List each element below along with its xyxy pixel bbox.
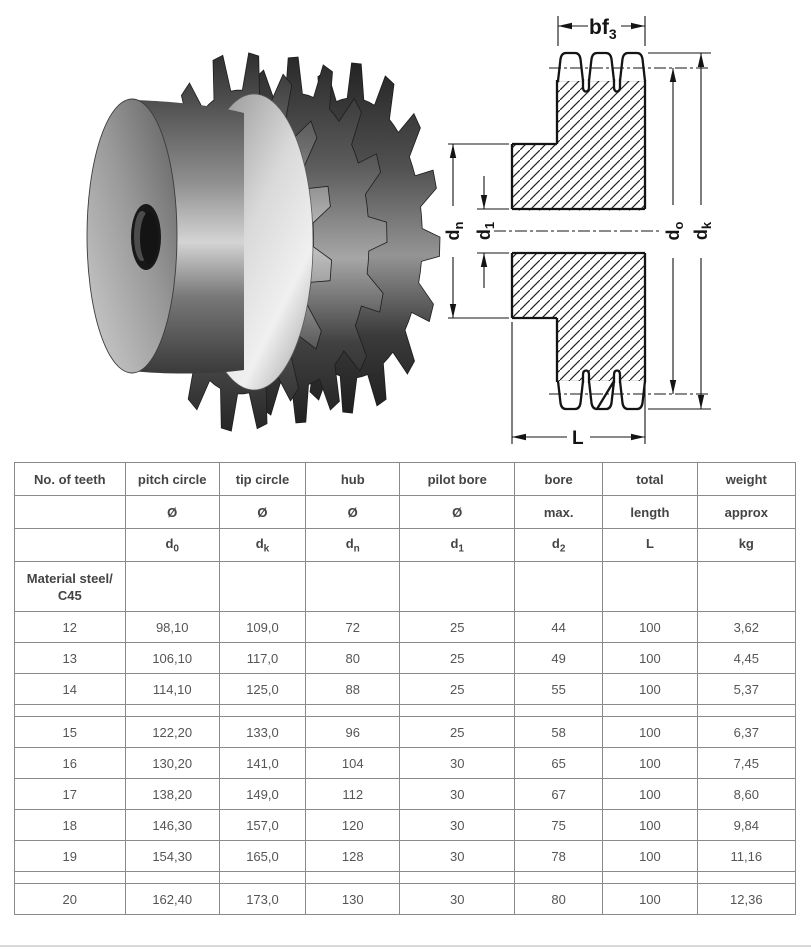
table-row <box>15 779 796 810</box>
table-cell: 78 <box>515 841 603 872</box>
table-row <box>15 810 796 841</box>
table-cell: 157,0 <box>219 810 305 841</box>
figure-area <box>0 0 811 462</box>
col-header-pitch-circle: pitch circle <box>125 463 219 496</box>
table-row <box>15 717 796 748</box>
table-cell: 20 <box>15 884 126 915</box>
col-symbol-dk: $d_k$ <box>219 529 305 562</box>
table-cell: 16 <box>15 748 126 779</box>
table-cell: 80 <box>515 884 603 915</box>
table-cell: 7,45 <box>697 748 795 779</box>
table-cell: 96 <box>306 717 400 748</box>
spacer-cell <box>515 705 603 717</box>
col-qualifier-diameter: Ø <box>219 496 305 529</box>
table-cell: 80 <box>306 643 400 674</box>
col-qualifier-diameter: Ø <box>125 496 219 529</box>
table-cell: 12,36 <box>697 884 795 915</box>
table-cell: 112 <box>306 779 400 810</box>
table-cell: 120 <box>306 810 400 841</box>
spacer-row <box>15 872 796 884</box>
table-cell: 122,20 <box>125 717 219 748</box>
table-cell: 100 <box>603 810 697 841</box>
table-cell: 30 <box>400 748 515 779</box>
spacer-cell <box>306 872 400 884</box>
spacer-cell <box>306 705 400 717</box>
table-cell: 30 <box>400 884 515 915</box>
col-header-total: total <box>603 463 697 496</box>
col-qualifier-max: max. <box>515 496 603 529</box>
col-header-teeth: No. of teeth <box>15 463 126 496</box>
table-cell: 30 <box>400 810 515 841</box>
table-cell: 9,84 <box>697 810 795 841</box>
table-cell: 133,0 <box>219 717 305 748</box>
table-cell: 12 <box>15 612 126 643</box>
table-cell: 14 <box>15 674 126 705</box>
col-qualifier-diameter: Ø <box>306 496 400 529</box>
table-cell: 13 <box>15 643 126 674</box>
header-row-names <box>15 463 796 496</box>
col-header-pilot-bore: pilot bore <box>400 463 515 496</box>
table-cell: 130 <box>306 884 400 915</box>
table-cell: 154,30 <box>125 841 219 872</box>
table-cell: 58 <box>515 717 603 748</box>
col-symbol-L: L <box>603 529 697 562</box>
table-cell: 65 <box>515 748 603 779</box>
table-cell: 11,16 <box>697 841 795 872</box>
bore-shadow <box>140 212 158 264</box>
dim-label-bf3: $bf_3$ <box>589 16 617 42</box>
col-qualifier-diameter: Ø <box>400 496 515 529</box>
table-cell: 49 <box>515 643 603 674</box>
table-cell: 117,0 <box>219 643 305 674</box>
table-cell: 100 <box>603 884 697 915</box>
page-bottom-rule <box>0 945 811 947</box>
table-cell: 128 <box>306 841 400 872</box>
spacer-cell <box>697 872 795 884</box>
table-cell: 100 <box>603 674 697 705</box>
table-cell: 25 <box>400 643 515 674</box>
empty-cell <box>400 562 515 612</box>
table-cell: 100 <box>603 612 697 643</box>
table-cell: 4,45 <box>697 643 795 674</box>
spacer-cell <box>603 705 697 717</box>
table-cell: 100 <box>603 643 697 674</box>
table-cell: 165,0 <box>219 841 305 872</box>
table-row <box>15 643 796 674</box>
material-cell: Material steel/ C45 <box>15 562 126 612</box>
dim-label-L: L <box>572 428 584 449</box>
col-qualifier-length: length <box>603 496 697 529</box>
col-symbol-kg: kg <box>697 529 795 562</box>
table-cell: 104 <box>306 748 400 779</box>
spacer-cell <box>697 705 795 717</box>
table-cell: 100 <box>603 748 697 779</box>
spacer-cell <box>15 872 126 884</box>
col-symbol-d0: $d_0$ <box>125 529 219 562</box>
table-row <box>15 884 796 915</box>
table-cell: 106,10 <box>125 643 219 674</box>
table-cell: 25 <box>400 674 515 705</box>
empty-cell <box>697 562 795 612</box>
empty-cell <box>219 562 305 612</box>
table-cell: 18 <box>15 810 126 841</box>
spacer-row <box>15 705 796 717</box>
table-cell: 100 <box>603 841 697 872</box>
table-row <box>15 612 796 643</box>
table-cell: 30 <box>400 841 515 872</box>
table-cell: 5,37 <box>697 674 795 705</box>
table-cell: 3,62 <box>697 612 795 643</box>
table-cell: 162,40 <box>125 884 219 915</box>
spacer-cell <box>219 872 305 884</box>
sprocket-photo <box>87 53 440 431</box>
empty-cell <box>603 562 697 612</box>
table-cell: 146,30 <box>125 810 219 841</box>
empty-cell <box>306 562 400 612</box>
table-cell: 25 <box>400 717 515 748</box>
table-cell: 17 <box>15 779 126 810</box>
spacer-cell <box>400 872 515 884</box>
table-cell: 25 <box>400 612 515 643</box>
col-header-bore: bore <box>515 463 603 496</box>
col-header-tip-circle: tip circle <box>219 463 305 496</box>
table-cell: 75 <box>515 810 603 841</box>
technical-drawing <box>443 16 714 449</box>
table-cell: 125,0 <box>219 674 305 705</box>
table-cell: 138,20 <box>125 779 219 810</box>
dim-label-d1: $d_1$ <box>474 221 497 241</box>
spacer-cell <box>400 705 515 717</box>
table-row <box>15 674 796 705</box>
col-header-weight: weight <box>697 463 795 496</box>
empty-cell <box>125 562 219 612</box>
table-cell: 130,20 <box>125 748 219 779</box>
table-cell: 88 <box>306 674 400 705</box>
table-cell: 44 <box>515 612 603 643</box>
table-cell: 19 <box>15 841 126 872</box>
spacer-cell <box>125 705 219 717</box>
col-symbol-d1: $d_1$ <box>400 529 515 562</box>
figure-svg <box>0 0 811 462</box>
material-row <box>15 562 796 612</box>
header-row-qualifiers <box>15 496 796 529</box>
col-qualifier <box>15 496 126 529</box>
empty-cell <box>515 562 603 612</box>
col-symbol-d2: $d_2$ <box>515 529 603 562</box>
sprocket-spec-table <box>14 462 796 915</box>
table-cell: 141,0 <box>219 748 305 779</box>
table-cell: 72 <box>306 612 400 643</box>
table-cell: 109,0 <box>219 612 305 643</box>
table-cell: 8,60 <box>697 779 795 810</box>
table-cell: 6,37 <box>697 717 795 748</box>
table-cell: 100 <box>603 717 697 748</box>
col-header-hub: hub <box>306 463 400 496</box>
table-cell: 15 <box>15 717 126 748</box>
table-row <box>15 841 796 872</box>
header-row-symbols <box>15 529 796 562</box>
table-row <box>15 748 796 779</box>
table-cell: 100 <box>603 779 697 810</box>
dim-label-dk: $d_k$ <box>691 221 714 241</box>
table-cell: 149,0 <box>219 779 305 810</box>
spacer-cell <box>603 872 697 884</box>
table-cell: 173,0 <box>219 884 305 915</box>
table-cell: 55 <box>515 674 603 705</box>
spacer-cell <box>515 872 603 884</box>
spacer-cell <box>15 705 126 717</box>
dim-label-dn: $d_n$ <box>443 221 466 241</box>
col-qualifier-approx: approx <box>697 496 795 529</box>
col-symbol <box>15 529 126 562</box>
spacer-cell <box>219 705 305 717</box>
col-symbol-dn: $d_n$ <box>306 529 400 562</box>
table-cell: 67 <box>515 779 603 810</box>
dim-label-do: $d_o$ <box>663 221 686 241</box>
table-cell: 98,10 <box>125 612 219 643</box>
table-cell: 30 <box>400 779 515 810</box>
table-cell: 114,10 <box>125 674 219 705</box>
spacer-cell <box>125 872 219 884</box>
